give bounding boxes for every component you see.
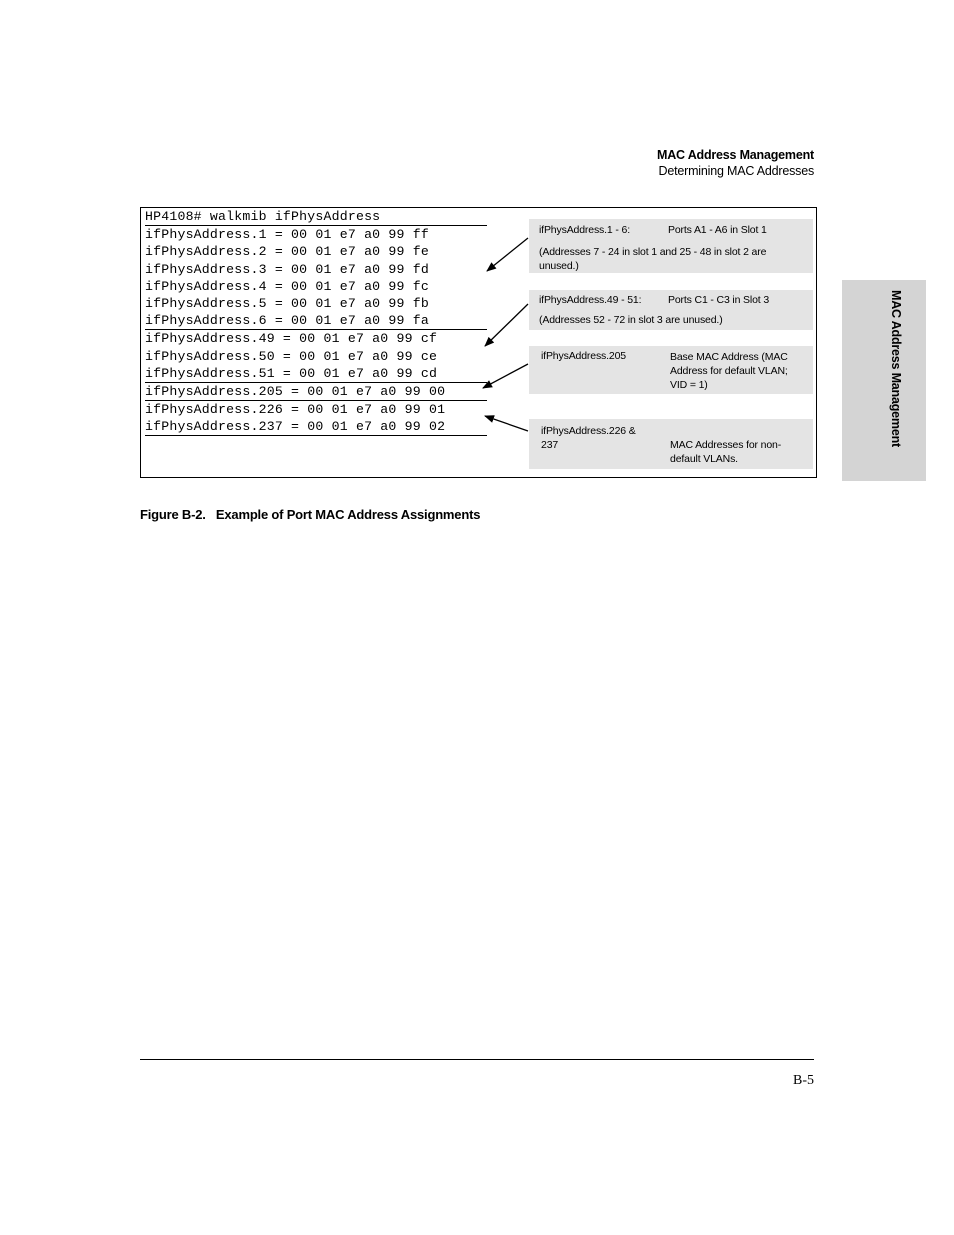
callout-desc: MAC Addresses for non-default VLANs. bbox=[670, 439, 782, 465]
callout-key: ifPhysAddress.1 - 6: bbox=[539, 224, 630, 236]
callout-desc: Ports A1 - A6 in Slot 1 bbox=[668, 224, 767, 236]
figure-caption: Figure B-2. Example of Port MAC Address Assignments bbox=[140, 507, 481, 522]
callout-note: (Addresses 7 - 24 in slot 1 and 25 - 48 in slot 2 are unused.) bbox=[539, 246, 767, 272]
code-line: ifPhysAddress.3 = 00 01 e7 a0 99 fd bbox=[145, 261, 429, 277]
code-line: ifPhysAddress.4 = 00 01 e7 a0 99 fc bbox=[145, 278, 429, 294]
page-number: B-5 bbox=[793, 1073, 814, 1088]
code-line: ifPhysAddress.50 = 00 01 e7 a0 99 ce bbox=[145, 348, 438, 364]
code-line: ifPhysAddress.226 = 00 01 e7 a0 99 01 bbox=[145, 402, 446, 418]
figure-box bbox=[140, 207, 817, 478]
arrow-4 bbox=[485, 416, 528, 431]
callout-desc: Base MAC Address (MAC Address for default VLAN; VID = 1) bbox=[670, 351, 788, 391]
running-header-title: MAC Address Management bbox=[657, 148, 814, 162]
code-line-command: HP4108# walkmib ifPhysAddress bbox=[145, 208, 487, 226]
callout-key: ifPhysAddress.49 - 51: bbox=[539, 294, 642, 306]
code-line: ifPhysAddress.205 = 00 01 e7 a0 99 00 bbox=[145, 383, 487, 401]
arrow-2 bbox=[485, 304, 528, 346]
code-line: ifPhysAddress.5 = 00 01 e7 a0 99 fb bbox=[145, 295, 429, 311]
code-line: ifPhysAddress.51 = 00 01 e7 a0 99 cd bbox=[145, 365, 487, 383]
code-line: ifPhysAddress.6 = 00 01 e7 a0 99 fa bbox=[145, 312, 487, 330]
side-tab-label: MAC Address Management bbox=[889, 290, 903, 447]
callout-note: (Addresses 52 - 72 in slot 3 are unused.) bbox=[539, 314, 723, 326]
code-line: ifPhysAddress.2 = 00 01 e7 a0 99 fe bbox=[145, 244, 429, 260]
code-line: ifPhysAddress.49 = 00 01 e7 a0 99 cf bbox=[145, 331, 438, 347]
callout-arrows bbox=[141, 208, 816, 477]
footer-rule bbox=[140, 1059, 814, 1060]
code-line: ifPhysAddress.237 = 00 01 e7 a0 99 02 bbox=[145, 418, 487, 436]
arrow-1 bbox=[487, 238, 528, 271]
callout-key: ifPhysAddress.226 & 237 bbox=[541, 425, 636, 451]
arrow-3 bbox=[483, 364, 528, 388]
callout-desc: Ports C1 - C3 in Slot 3 bbox=[668, 294, 770, 306]
running-header-subtitle: Determining MAC Addresses bbox=[658, 164, 814, 178]
callout-key: ifPhysAddress.205 bbox=[541, 350, 626, 362]
code-line: ifPhysAddress.1 = 00 01 e7 a0 99 ff bbox=[145, 227, 429, 243]
